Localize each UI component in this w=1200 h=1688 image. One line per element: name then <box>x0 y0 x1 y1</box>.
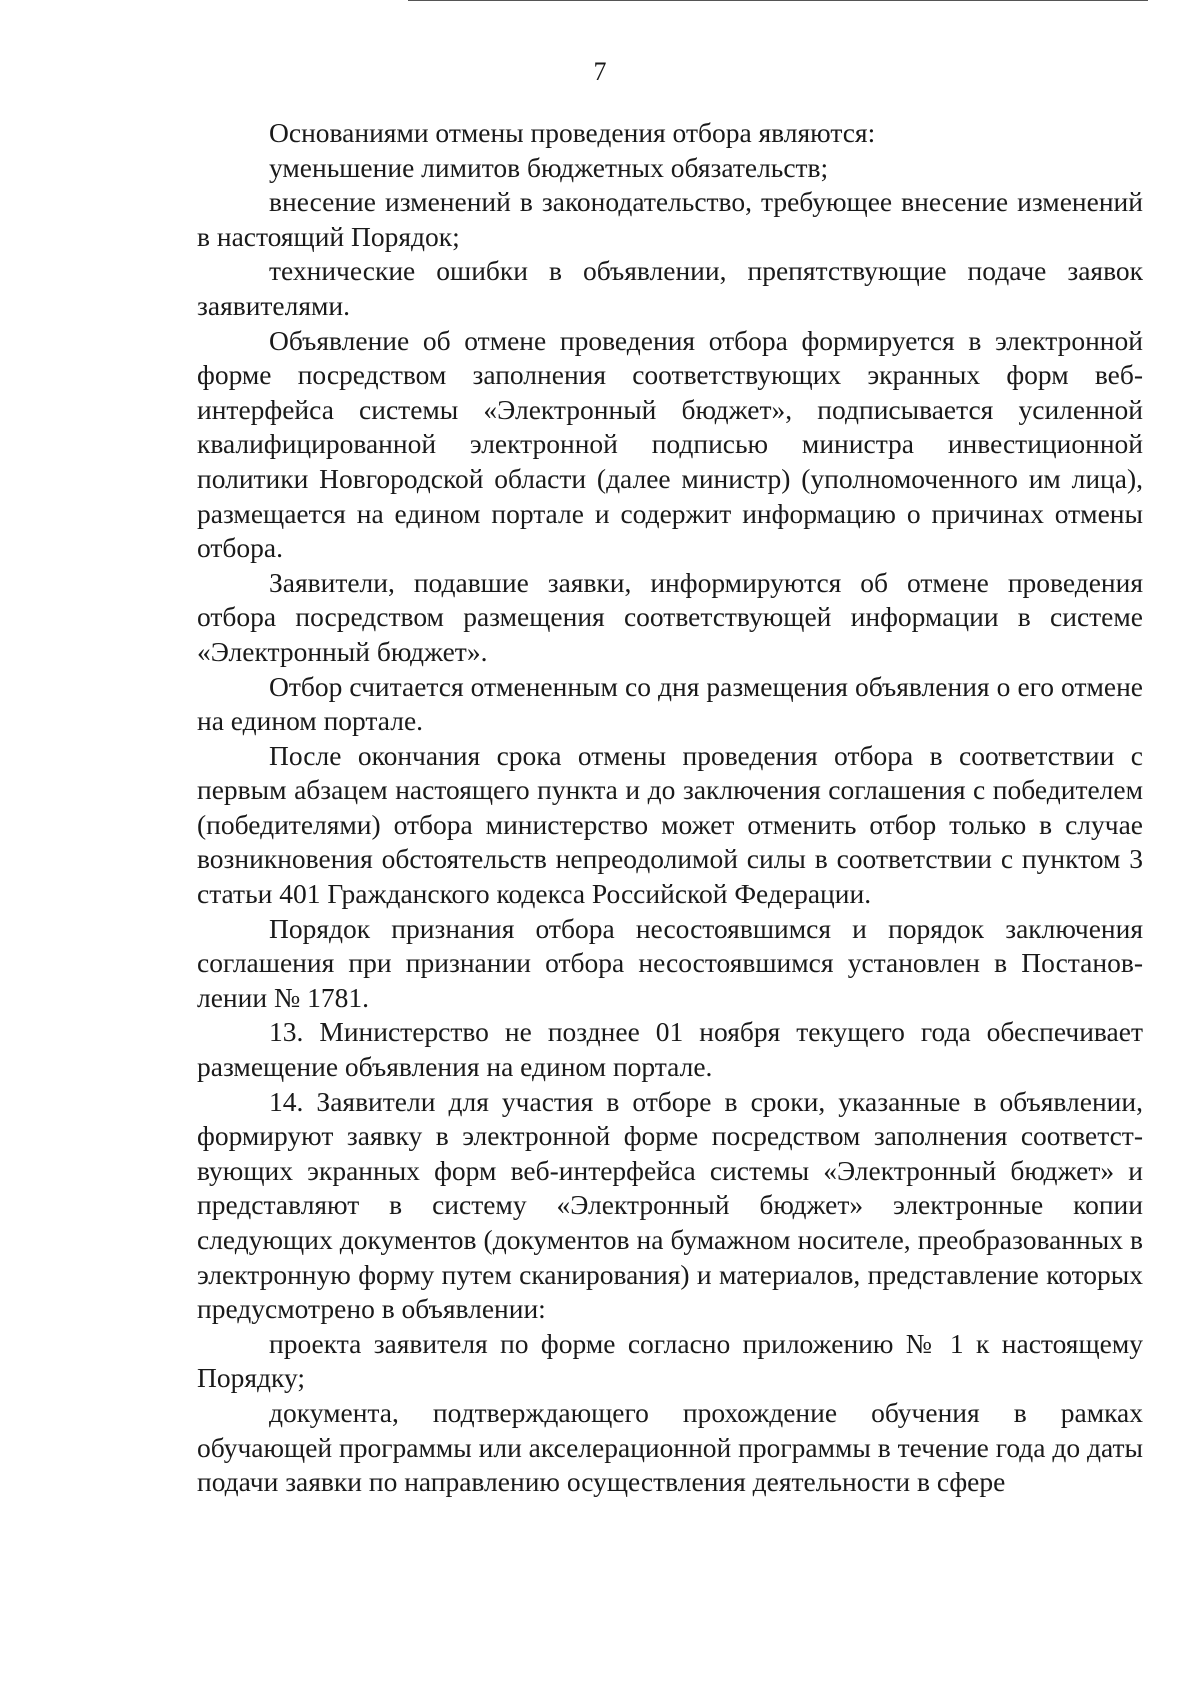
paragraph: Объявление об отмене проведения отбора формируется в электронной форме посредством заполнения соответствующих экранных форм веб-интерфейса системы «Электронный бюджет», подписывается усиленной квалифицированной электронной подписью министра инвестиционной политики Новгородской области (далее министр) (уполномоченного им лица), размещается на едином портале и содержит информацию о причинах отмены отбора. <box>197 324 1143 564</box>
paragraph: 14. Заявители для участия в отборе в сроки, указанные в объявлении, формируют заявку в электронной форме посредством заполнения соответствующих экранных форм веб-интерфейса системы «Электронный бюджет» и представляют в систему «Электронный бюджет» электронные копии следующих документов (документов на бумажном носителе, преобразованных в электронную форму путем сканирования) и материалов, представление которых предусмотрено в объявлении: <box>197 1085 1143 1325</box>
paragraph: проекта заявителя по форме согласно приложению № 1 к настоящему Порядку; <box>197 1327 1143 1394</box>
paragraph: После окончания срока отмены проведения отбора в соответствии с первым абзацем настоящего пункта и до заключения соглашения с победителем (победителями) отбора министерство может отменить отбор только в случае возникновения обстоятельств непреодолимой силы в соответствии с пунктом 3 статьи 401 Гражданского кодекса Российской Федерации. <box>197 739 1143 910</box>
paragraph: внесение изменений в законодательство, требующее внесение изменений в настоящий Порядок; <box>197 186 1143 252</box>
document-body <box>197 116 1143 1500</box>
paragraph: Заявители, подавшие заявки, информируются об отмене проведения отбора посредством размещения соответствующей информации в системе «Электронный бюджет». <box>197 566 1143 667</box>
paragraph: 13. Министерство не позднее 01 ноября текущего года обеспечивает размещение объявления на едином портале. <box>197 1016 1143 1083</box>
paragraph: технические ошибки в объявлении, препятствующие подаче заявок заявителями. <box>197 255 1143 321</box>
paragraph: документа, подтверждающего прохождение обучения в рамках обучающей программы или акселерационной программы в течение года до даты подачи заявки по направлению осуществления деятельности в сфере <box>197 1396 1143 1498</box>
paragraph: уменьшение лимитов бюджетных обязательств; <box>269 151 829 183</box>
paragraph: Порядок признания отбора несостоявшимся и порядок заключения соглашения при признании отбора несостоявшимся установлен в Постановлении № 1781. <box>197 912 1143 1013</box>
paragraph: Отбор считается отмененным со дня размещения объявления о его отмене на едином портале. <box>197 670 1143 737</box>
paragraph: Основаниями отмены проведения отбора являются: <box>269 117 876 148</box>
page-number: 7 <box>593 57 607 86</box>
top-rule <box>408 0 1148 1</box>
